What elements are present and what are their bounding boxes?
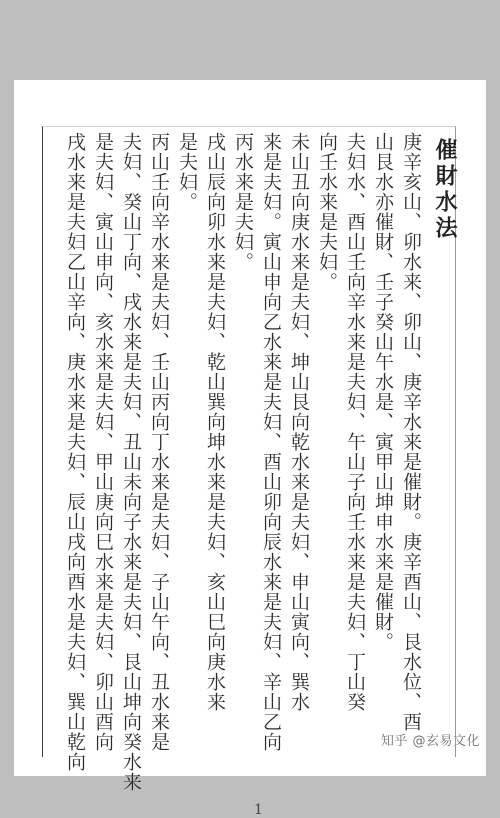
text-column-11: 夫妇、癸山丁向、戌水来是夫妇、丑山未向子水来是夫妇、艮山坤向癸水来 <box>120 132 142 792</box>
text-column-1: 庚辛亥山、卯水来、卯山、庚辛水来是催財。庚辛酉山、艮水位、酉 <box>400 132 422 732</box>
page-number: 1 <box>254 802 263 818</box>
text-column-4: 向壬水来是夫妇。 <box>316 132 338 292</box>
text-column-3: 夫妇水、酉山壬向辛水来是夫妇、午山子向壬水来是夫妇、丁山癸 <box>344 132 366 712</box>
text-column-7: 丙水来是夫妇。 <box>232 132 254 272</box>
text-column-5: 未山丑向庚水来是夫妇、坤山艮向乾水来是夫妇、申山寅向、巽水 <box>288 132 310 712</box>
text-column-2: 山艮水亦催財、壬子癸山午水是、寅甲山坤申水来是催財。 <box>372 132 394 652</box>
text-column-13: 戌水来是夫妇乙山辛向、庚水来是夫妇、辰山戌向酉水是夫妇、巽山乾向 <box>64 132 86 772</box>
text-columns <box>44 132 458 792</box>
watermark: 知乎 @玄易文化 <box>380 734 480 749</box>
scanned-page <box>14 80 486 818</box>
page-title: 催財水法 <box>432 138 458 242</box>
text-column-6: 来是夫妇。寅山申向乙水来是夫妇、酉山卯向辰水来是夫妇、辛山乙向 <box>260 132 282 752</box>
text-column-12: 是夫妇、寅山申向、亥水来是夫妇、甲山庚向巳水来是夫妇、卯山酉向 <box>92 132 114 752</box>
text-column-10: 丙山壬向辛水来是夫妇、壬山丙向丁水来是夫妇、子山午向、丑水来是 <box>148 132 170 752</box>
text-column-8: 戌山辰向卯水来是夫妇、乾山巽向坤水来是夫妇、亥山巳向庚水来 <box>204 132 226 712</box>
text-column-9: 是夫妇。 <box>176 132 198 212</box>
